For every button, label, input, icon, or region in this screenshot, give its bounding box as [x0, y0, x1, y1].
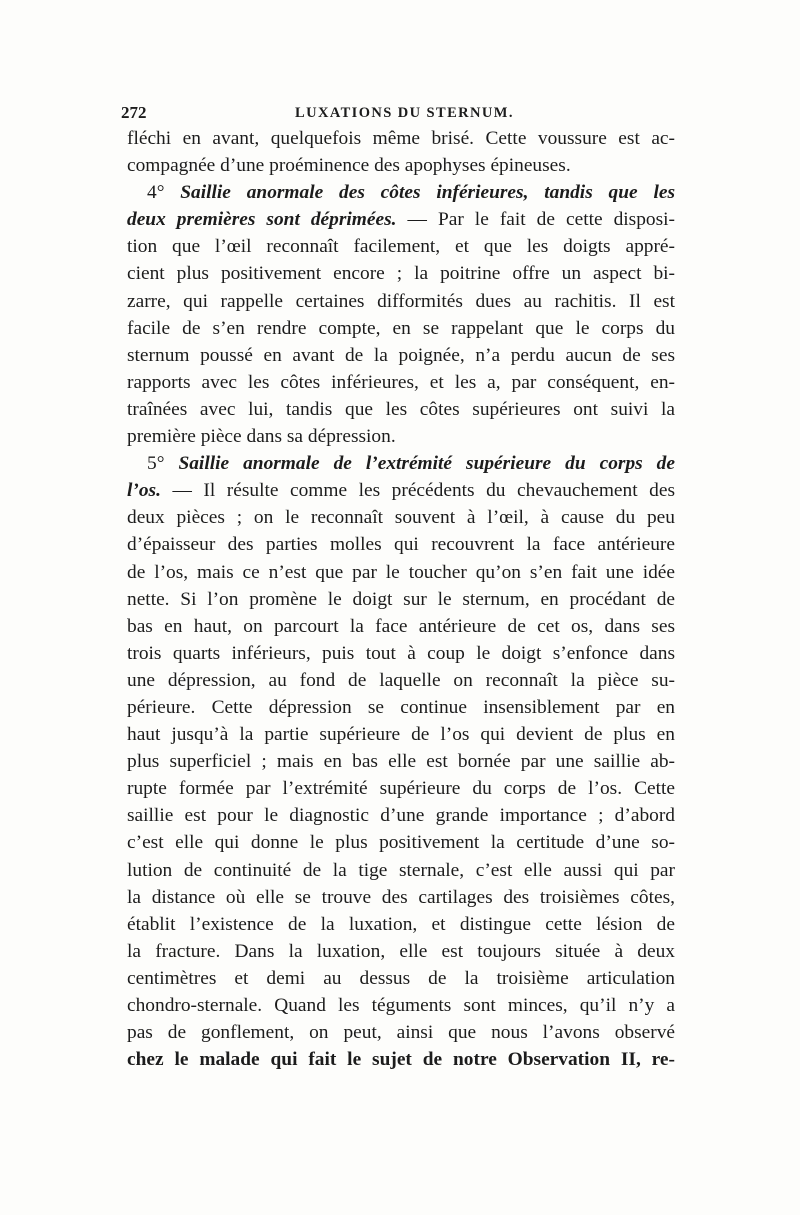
- text-line: plus superficiel ; mais en bas elle est bornée par une saillie ab-: [127, 751, 675, 773]
- page-number: 272: [121, 103, 147, 122]
- text-line: la fracture. Dans la luxation, elle est toujours située à deux: [127, 940, 675, 962]
- text-line: d’épaisseur des parties molles qui recouvrent la face antérieure: [127, 534, 675, 556]
- text-line: rapports avec les côtes inférieures, et les a, par conséquent, en-: [127, 371, 675, 393]
- text-line: deux pièces ; on le reconnaît souvent à l’œil, à cause du peu: [127, 507, 675, 529]
- text-line: saillie est pour le diagnostic d’une grande importance ; d’abord: [127, 805, 675, 827]
- item-heading: Saillie anormale des côtes inférieures, tandis que les: [180, 182, 675, 204]
- text-line: chondro-sternale. Quand les téguments sont minces, qu’il n’y a: [127, 995, 675, 1016]
- text-line: rupte formée par l’extrémité supérieure du corps de l’os. Cette: [127, 778, 675, 800]
- text-line: de l’os, mais ce n’est que par le toucher qu’on s’en fait une idée: [127, 561, 675, 583]
- text-line: [127, 450, 675, 477]
- text-line: [127, 477, 675, 504]
- text-line: bas en haut, on parcourt la face antérieure de cet os, dans ses: [127, 615, 675, 637]
- text-line: [127, 206, 675, 233]
- text-line: traînées avec lui, tandis que les côtes supérieures ont suivi la: [127, 398, 675, 420]
- page-text: [121, 97, 676, 1073]
- item-heading: Saillie anormale de l’extrémité supérieure du corps de: [178, 453, 675, 475]
- text-line: la distance où elle se trouve des cartilages des troisièmes côtes,: [127, 886, 675, 908]
- text-line: sternum poussé en avant de la poignée, n’a perdu aucun de ses: [127, 344, 675, 366]
- paragraph-item-4: [127, 179, 675, 450]
- text-line: première pièce dans sa dépression.: [127, 426, 396, 448]
- text-line: une dépression, au fond de laquelle on reconnaît la pièce su-: [127, 669, 675, 691]
- item-text: — Par le fait de cette disposi-: [407, 209, 676, 231]
- text-line: nette. Si l’on promène le doigt sur le sternum, en procédant de: [127, 588, 675, 610]
- text-line: [127, 179, 675, 206]
- item-text: — Il résulte comme les précédents du chevauchement des: [172, 480, 675, 502]
- running-head: [121, 97, 675, 125]
- item-number: 5°: [147, 453, 165, 475]
- text-line: établit l’existence de la luxation, et distingue cette lésion de: [127, 913, 675, 935]
- text-line: compagnée d’une proéminence des apophyses épineuses.: [127, 155, 571, 177]
- item-number: 4°: [147, 182, 165, 204]
- text-line: trois quarts inférieurs, puis tout à coup le doigt s’enfonce dans: [127, 642, 675, 664]
- text-line: tion que l’œil reconnaît facilement, et que les doigts appré-: [127, 236, 675, 258]
- text-line: c’est elle qui donne le plus positivement la certitude d’une so-: [127, 832, 675, 854]
- paragraph-item-5: [127, 450, 675, 1073]
- text-line: fléchi en avant, quelquefois même brisé. Cette voussure est ac-: [127, 128, 675, 149]
- item-heading: deux premières sont déprimées.: [127, 209, 397, 231]
- text-line: facile de s’en rendre compte, en se rappelant que le corps du: [127, 317, 675, 339]
- text-line: pas de gonflement, on peut, ainsi que nous l’avons observé: [127, 1022, 675, 1044]
- running-title: LUXATIONS DU STERNUM.: [295, 105, 514, 121]
- text-line: zarre, qui rappelle certaines difformités dues au rachitis. Il est: [127, 290, 675, 312]
- text-line: périeure. Cette dépression se continue insensiblement par en: [127, 696, 675, 718]
- text-line: chez le malade qui fait le sujet de notre Observation II, re-: [127, 1049, 675, 1071]
- text-line: centimètres et demi au dessus de la troisième articulation: [127, 967, 675, 989]
- item-heading: l’os.: [127, 480, 161, 502]
- text-line: lution de continuité de la tige sternale, c’est elle aussi qui par: [127, 859, 675, 881]
- text-line: haut jusqu’à la partie supérieure de l’os qui devient de plus en: [127, 724, 675, 746]
- paragraph-continuation: [127, 125, 675, 179]
- text-line: cient plus positivement encore ; la poitrine offre un aspect bi-: [127, 263, 675, 285]
